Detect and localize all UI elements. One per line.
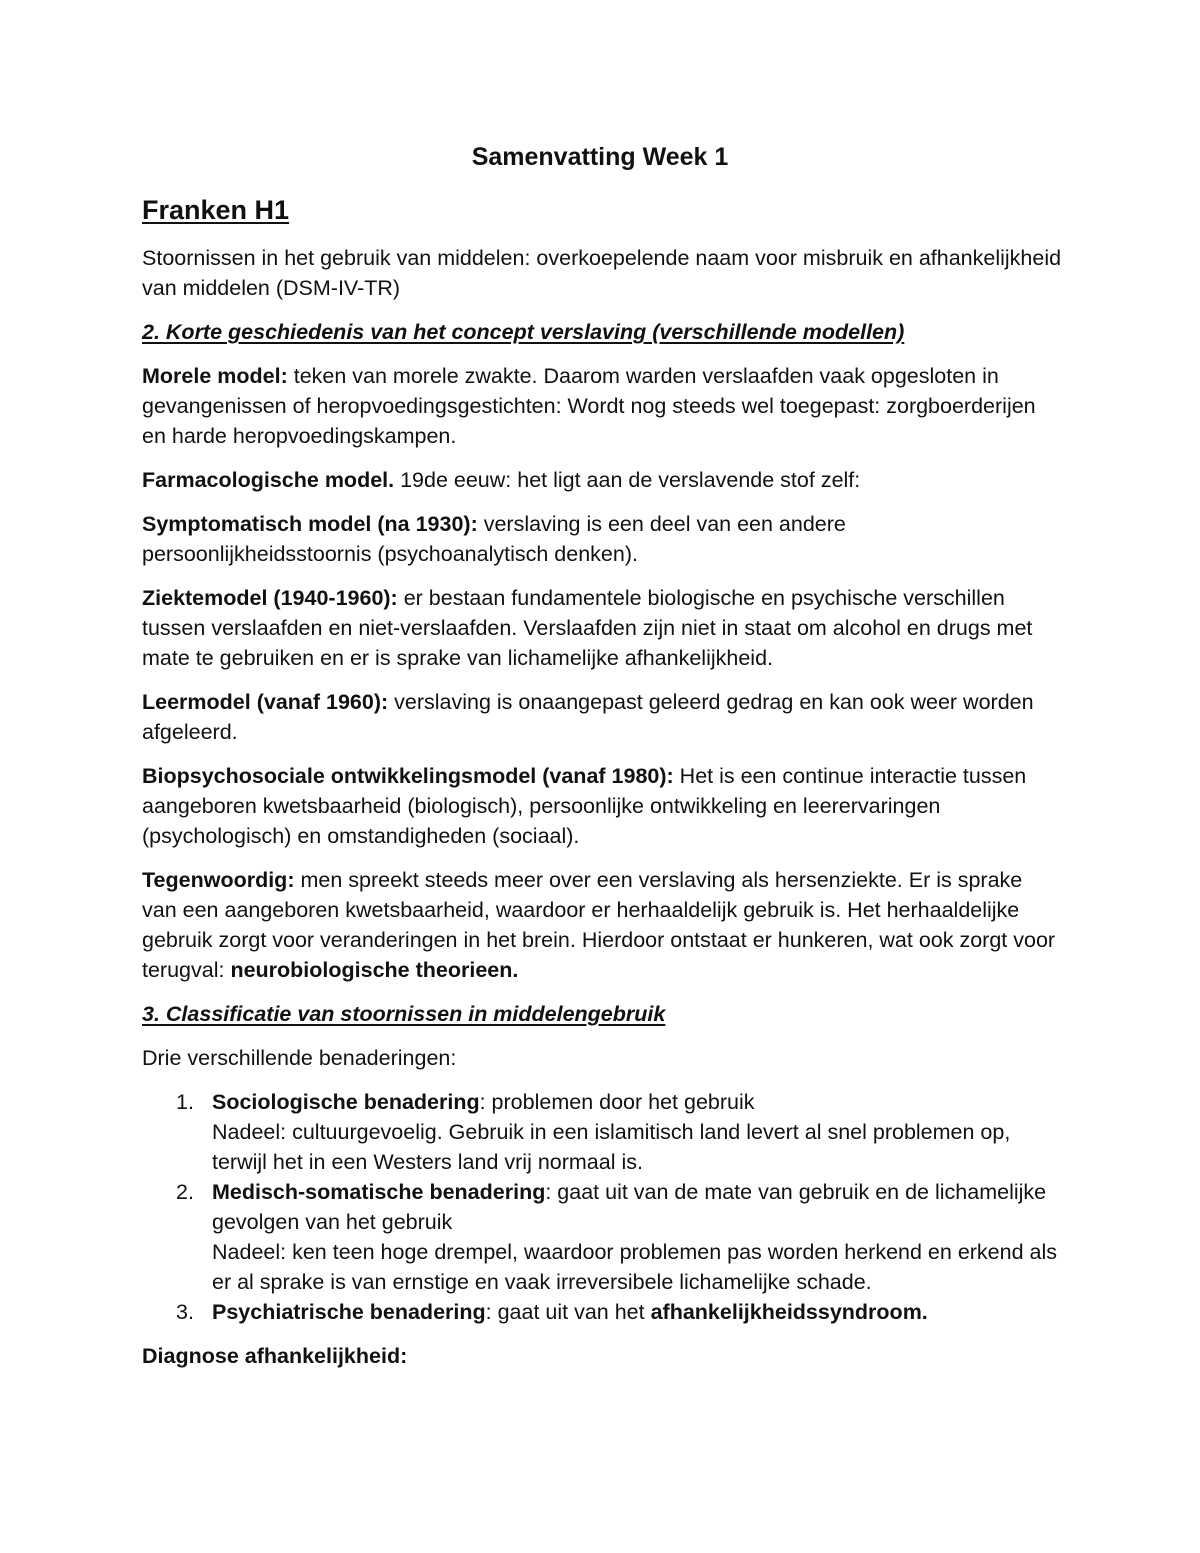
model-label: Biopsychosociale ontwikkelingsmodel (vanaf 1980): (142, 764, 674, 788)
model-label: Symptomatisch model (na 1930): (142, 512, 478, 536)
model-paragraph (142, 509, 1062, 569)
approach-text: : problemen door het gebruik (479, 1090, 755, 1114)
list-number: 3. (176, 1300, 194, 1324)
model-paragraph (142, 761, 1062, 851)
model-text: er bestaan fundamentele biologische en psychische verschillen tussen verslaafden en niet-verslaafden. Verslaafden zijn niet in staat om alcohol en drugs met mate te gebruiken en er is sprake van lichamelijke afhankelijkheid. (142, 586, 1033, 670)
model-text: verslaving is onaangepast geleerd gedrag en kan ook weer worden afgeleerd. (142, 690, 1034, 744)
model-paragraph (142, 361, 1062, 451)
approaches-intro: Drie verschillende benaderingen: (142, 1046, 457, 1070)
list-item (142, 1297, 1062, 1327)
approach-label: Sociologische benadering (212, 1090, 480, 1114)
approach-extra: Nadeel: ken teen hoge drempel, waardoor problemen pas worden herkend en erkend als er al sprake is van ernstige en vaak irreversibele lichamelijke schade. (212, 1240, 1058, 1294)
model-text: teken van morele zwakte. Daarom warden verslaafden vaak opgesloten in gevangenissen of heropvoedingsgestichten: Wordt nog steeds wel toegepast: zorgboerderijen en harde heropvoedingskampen. (142, 364, 1036, 448)
model-paragraph (142, 465, 1062, 495)
intro-paragraph: Stoornissen in het gebruik van middelen: overkoepelende naam voor misbruik en afhankelijkheid van middelen (DSM-IV-TR) (142, 246, 1062, 300)
tegenwoordig-text: men spreekt steeds meer over een verslaving als hersenziekte. Er is sprake van een aangeboren kwetsbaarheid, waardoor er herhaaldelijk gebruik is. Het herhaaldelijke gebruik zorgt voor veranderingen in het brein. Hierdoor ontstaat er hunkeren, wat ook zorgt voor terugval: (142, 868, 1056, 982)
list-item (142, 1087, 1062, 1177)
approach-label: Psychiatrische benadering (212, 1300, 486, 1324)
model-text: Het is een continue interactie tussen aangeboren kwetsbaarheid (biologisch), persoonlijke ontwikkeling en leerervaringen (psychologisch) en omstandigheden (sociaal). (142, 764, 1027, 848)
model-label: Leermodel (vanaf 1960): (142, 690, 389, 714)
tegenwoordig-label: Tegenwoordig: (142, 868, 295, 892)
chapter-heading: Franken H1 (142, 195, 290, 225)
diagnose-heading: Diagnose afhankelijkheid: (142, 1344, 408, 1368)
document-title: Samenvatting Week 1 (471, 143, 729, 171)
model-label: Ziektemodel (1940-1960): (142, 586, 398, 610)
tegenwoordig-bold-end: neurobiologische theorieen. (230, 958, 519, 982)
approach-extra: Nadeel: cultuurgevoelig. Gebruik in een islamitisch land levert al snel problemen op, terwijl het in een Westers land vrij normaal is. (212, 1120, 1011, 1174)
approach-text: : gaat uit van de mate van gebruik en de lichamelijke gevolgen van het gebruik (212, 1180, 1047, 1234)
document-body (142, 190, 1062, 1385)
model-label: Farmacologische model. (142, 468, 395, 492)
list-number: 2. (176, 1180, 194, 1204)
approaches-list (142, 1087, 1062, 1327)
list-number: 1. (176, 1090, 194, 1114)
tegenwoordig-paragraph (142, 865, 1062, 985)
approach-label: Medisch-somatische benadering (212, 1180, 546, 1204)
model-text: 19de eeuw: het ligt aan de verslavende stof zelf: (394, 468, 861, 492)
section-2-heading: 2. Korte geschiedenis van het concept verslaving (verschillende modellen) (142, 320, 905, 344)
section-3-heading: 3. Classificatie van stoornissen in middelengebruik (142, 1002, 666, 1026)
model-paragraph (142, 583, 1062, 673)
approach-text: : gaat uit van het (485, 1300, 651, 1324)
approach-bold-end: afhankelijkheidssyndroom. (650, 1300, 928, 1324)
model-text: verslaving is een deel van een andere persoonlijkheidsstoornis (psychoanalytisch denken). (142, 512, 846, 566)
model-label: Morele model: (142, 364, 288, 388)
list-item (142, 1177, 1062, 1297)
model-paragraph (142, 687, 1062, 747)
